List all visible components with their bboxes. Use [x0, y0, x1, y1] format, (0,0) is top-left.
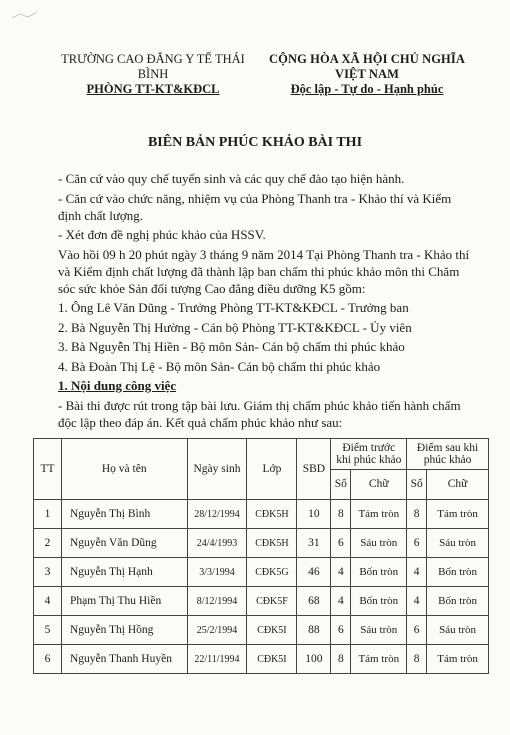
document-body	[58, 170, 476, 433]
cell-sbd: 10	[297, 500, 331, 529]
cell-sbd: 31	[297, 529, 331, 558]
cell-after-word: Tám tròn	[427, 500, 489, 529]
cell-after-word: Bốn tròn	[427, 558, 489, 587]
table-row	[34, 616, 489, 645]
national-motto: Độc lập - Tự do - Hạnh phúc	[290, 82, 444, 96]
results-table	[33, 438, 489, 674]
cell-after-num: 8	[407, 645, 427, 674]
header-score-before: Điểm trước khi phúc khảo	[331, 439, 407, 470]
header-after-num: Số	[407, 469, 427, 500]
table-row	[34, 500, 489, 529]
paragraph: - Căn cứ vào quy chế tuyển sinh và các quy chế đào tạo hiện hành.	[58, 171, 405, 186]
cell-after-num: 4	[407, 587, 427, 616]
cell-name: Nguyễn Văn Dũng	[61, 529, 187, 558]
cell-name: Nguyễn Thị Bình	[61, 500, 187, 529]
header-right	[262, 52, 472, 97]
cell-after-num: 6	[407, 529, 427, 558]
cell-class: CĐK5H	[247, 500, 297, 529]
cell-class: CĐK5G	[247, 558, 297, 587]
cell-tt: 4	[34, 587, 62, 616]
cell-before-num: 8	[331, 645, 351, 674]
cell-dob: 25/2/1994	[187, 616, 247, 645]
cell-tt: 2	[34, 529, 62, 558]
cell-before-word: Tám tròn	[351, 500, 407, 529]
cell-tt: 1	[34, 500, 62, 529]
committee-member: 1. Ông Lê Văn Dũng - Trưởng Phòng TT-KT&KĐCL - Trưởng ban	[58, 300, 409, 315]
header-left	[58, 52, 248, 97]
header-name: Họ và tên	[61, 439, 187, 500]
cell-before-num: 8	[331, 500, 351, 529]
paragraph: - Căn cứ vào chức năng, nhiệm vụ của Phòng Thanh tra - Khảo thí và Kiểm định chất lượng.	[58, 190, 452, 223]
org-name: TRƯỜNG CAO ĐẲNG Y TẾ THÁI BÌNH	[61, 52, 245, 81]
cell-dob: 3/3/1994	[187, 558, 247, 587]
cell-before-word: Sáu tròn	[351, 529, 407, 558]
cell-class: CĐK5F	[247, 587, 297, 616]
section-text: - Bài thi được rút trong tập bài lưu. Giám thị chấm phúc khảo tiến hành chấm độc lập theo đáp án. Kết quả chấm phúc khảo như sau:	[58, 397, 461, 430]
cell-before-word: Bốn tròn	[351, 558, 407, 587]
cell-tt: 3	[34, 558, 62, 587]
header-class: Lớp	[247, 439, 297, 500]
table-row	[34, 645, 489, 674]
header-sbd: SBD	[297, 439, 331, 500]
cell-name: Nguyễn Thị Hồng	[61, 616, 187, 645]
scan-mark-icon	[10, 8, 40, 24]
cell-tt: 6	[34, 645, 62, 674]
cell-sbd: 88	[297, 616, 331, 645]
cell-name: Nguyễn Thị Hạnh	[61, 558, 187, 587]
header-after-word: Chữ	[427, 469, 489, 500]
committee-member: 4. Bà Đoàn Thị Lệ - Bộ môn Sản- Cán bộ chấm thi phúc khảo	[58, 358, 381, 374]
cell-sbd: 68	[297, 587, 331, 616]
cell-sbd: 46	[297, 558, 331, 587]
cell-dob: 8/12/1994	[187, 587, 247, 616]
committee-member: 3. Bà Nguyễn Thị Hiền - Bộ môn Sản- Cán bộ chấm thi phúc khảo	[58, 339, 405, 354]
cell-dob: 28/12/1994	[187, 500, 247, 529]
paragraph: - Xét đơn đề nghị phúc khảo của HSSV.	[58, 227, 266, 242]
cell-after-num: 4	[407, 558, 427, 587]
cell-class: CĐK5I	[247, 645, 297, 674]
cell-before-word: Bốn tròn	[351, 587, 407, 616]
header-score-after: Điểm sau khi phúc khảo	[407, 439, 489, 470]
cell-before-num: 4	[331, 587, 351, 616]
cell-dob: 24/4/1993	[187, 529, 247, 558]
document-title: BIÊN BẢN PHÚC KHẢO BÀI THI	[147, 135, 363, 150]
cell-after-word: Sáu tròn	[427, 529, 489, 558]
committee-member: 2. Bà Nguyễn Thị Hường - Cán bộ Phòng TT-KT&KĐCL - Ủy viên	[58, 319, 412, 335]
cell-sbd: 100	[297, 645, 331, 674]
cell-after-num: 8	[407, 500, 427, 529]
table-row	[34, 587, 489, 616]
cell-after-word: Bốn tròn	[427, 587, 489, 616]
cell-name: Nguyễn Thanh Huyền	[61, 645, 187, 674]
header-dob: Ngày sinh	[187, 439, 247, 500]
cell-before-num: 6	[331, 529, 351, 558]
header-tt: TT	[34, 439, 62, 500]
cell-class: CĐK5I	[247, 616, 297, 645]
cell-before-num: 4	[331, 558, 351, 587]
table-row	[34, 529, 489, 558]
paragraph: Vào hồi 09 h 20 phút ngày 3 tháng 9 năm 2014 Tại Phòng Thanh tra - Khảo thí và Kiểm định chất lượng đã thành lập ban chấm thi phúc khảo môn thi Chăm sóc sức khỏe Sản đối tượng Cao đẳng điều dưỡng K5 gồm:	[58, 246, 470, 296]
cell-before-word: Tám tròn	[351, 645, 407, 674]
cell-before-num: 6	[331, 616, 351, 645]
table-row	[34, 558, 489, 587]
cell-tt: 5	[34, 616, 62, 645]
cell-after-word: Sáu tròn	[427, 616, 489, 645]
cell-name: Phạm Thị Thu Hiền	[61, 587, 187, 616]
header-before-num: Số	[331, 469, 351, 500]
nation-name: CỘNG HÒA XÃ HỘI CHỦ NGHĨA VIỆT NAM	[269, 52, 465, 81]
cell-after-num: 6	[407, 616, 427, 645]
section-heading: 1. Nội dung công việc	[58, 378, 177, 393]
cell-before-word: Sáu tròn	[351, 616, 407, 645]
cell-class: CĐK5H	[247, 529, 297, 558]
cell-after-word: Tám tròn	[427, 645, 489, 674]
header-before-word: Chữ	[351, 469, 407, 500]
cell-dob: 22/11/1994	[187, 645, 247, 674]
department-name: PHÒNG TT-KT&KĐCL	[86, 82, 220, 96]
